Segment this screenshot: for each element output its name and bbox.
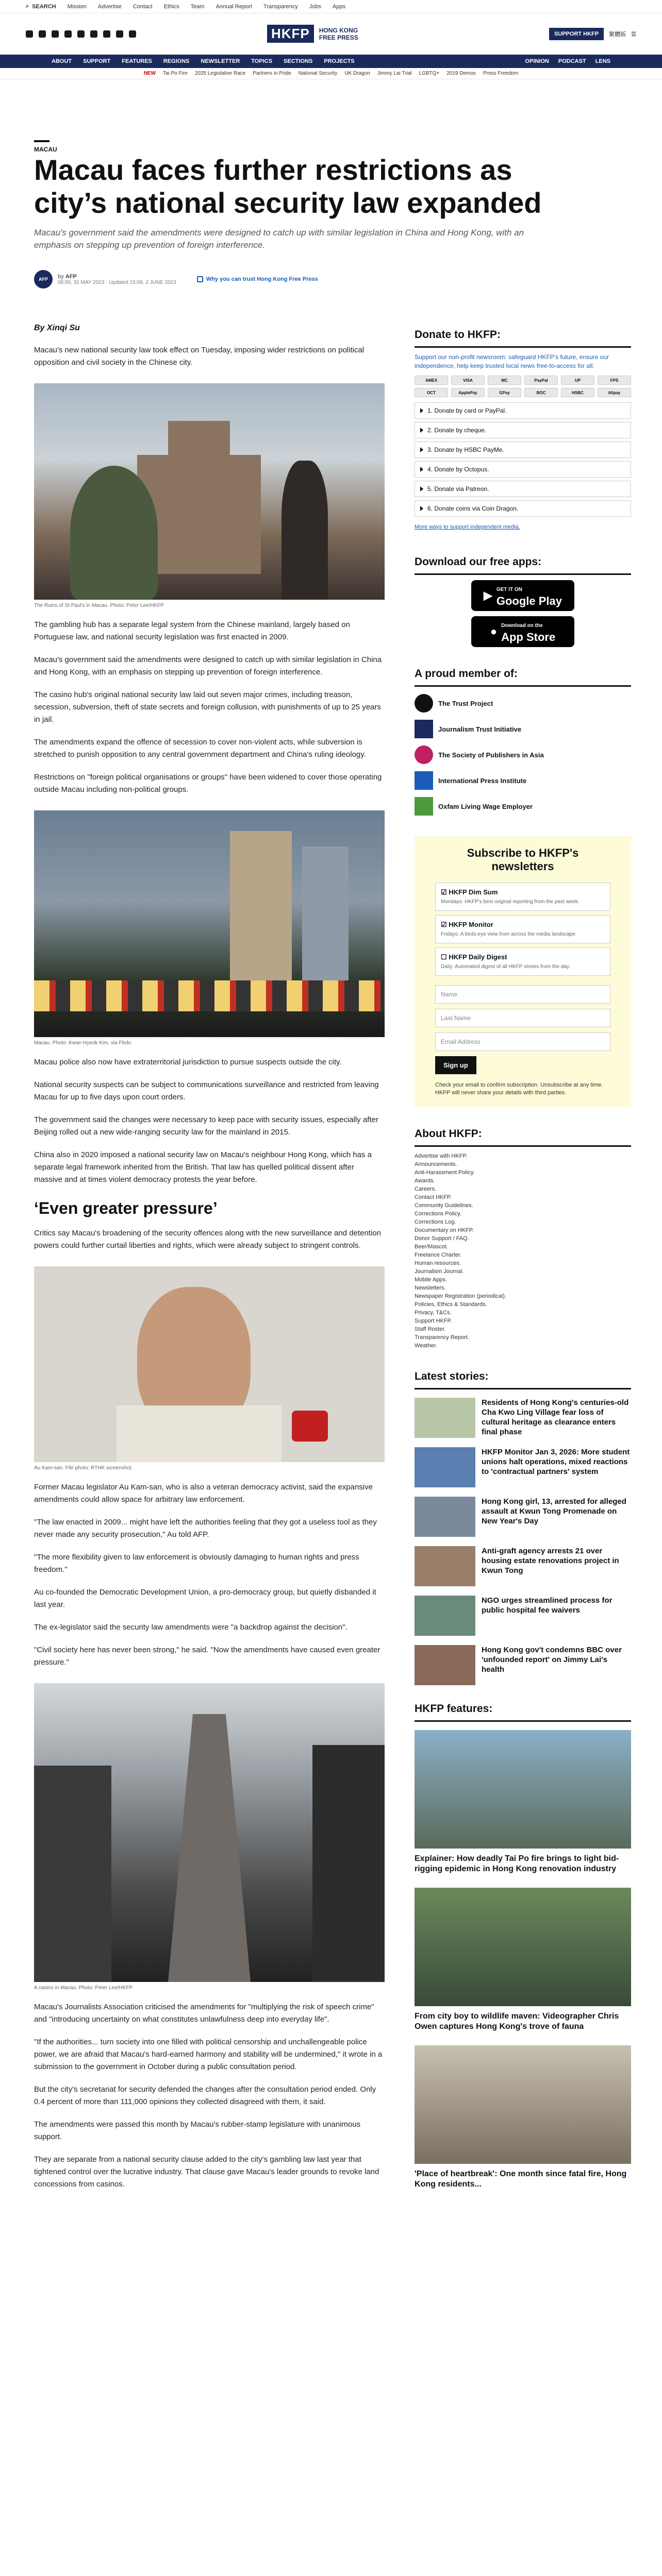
payment-badge: HSBC — [561, 388, 594, 397]
paragraph: "The law enacted in 2009... might have left the authorities feeling that they got a useless tool as they never made any security prosecution," Au told AFP. — [34, 1518, 377, 1539]
arrow-icon — [420, 486, 423, 492]
trending-link[interactable]: UK Dragon — [344, 71, 370, 76]
member-logo[interactable]: Journalism Trust Initiative — [415, 720, 631, 738]
section-heading: ‘Even greater pressure’ — [34, 1199, 218, 1217]
photo-caption: The Ruins of St Paul's in Macau. Photo: Peter Lee/HKFP — [34, 603, 164, 608]
topbar-link-jobs[interactable]: Jobs — [309, 3, 321, 10]
menu-icon[interactable]: ☰ — [631, 31, 636, 38]
topbar-link-team[interactable]: Team — [190, 3, 205, 10]
paragraph: The amendments were passed this month by Macau's rubber-stamp legislature with unanimous support. — [34, 2120, 361, 2141]
au-kam-san-photo — [34, 1266, 385, 1462]
trending-link[interactable]: Partners in Pride — [253, 71, 291, 76]
sidebar — [415, 324, 631, 2203]
nav-regions[interactable]: REGIONS — [163, 58, 190, 64]
payment-badge: Alipay — [598, 388, 631, 397]
publish-date: 08:00, 31 MAY 2023 — [58, 279, 105, 285]
topbar-link-annual-report[interactable]: Annual Report — [216, 3, 252, 10]
paragraph: Macau's government said the amendments were designed to catch up with similar legislation in China and Hong Kong, with an emphasis on stepping up prevention of foreign interference. — [34, 655, 382, 676]
about-link[interactable]: Policies, Ethics & Standards. — [415, 1301, 487, 1308]
google-play-icon: ▶ — [483, 589, 492, 602]
kicker-bar — [34, 140, 49, 142]
social-icons — [26, 30, 136, 38]
trust-icon — [197, 276, 203, 282]
topbar-link-transparency[interactable]: Transparency — [263, 3, 298, 10]
story-thumbnail — [415, 1546, 475, 1586]
payment-badge: AMEX — [415, 376, 448, 385]
feature-story[interactable]: 'Place of heartbreak': One month since fatal fire, Hong Kong residents... — [415, 2045, 631, 2190]
email-field[interactable]: Email Address — [435, 1032, 610, 1051]
last-name-field[interactable]: Last Name — [435, 1009, 610, 1027]
feature-image — [415, 1888, 631, 2006]
paragraph: Macau's new national security law took effect on Tuesday, imposing wider restrictions on political opposition and civil society in the Chinese city. — [34, 346, 365, 367]
more-support-link[interactable]: More ways to support independent media. — [415, 524, 520, 530]
latest-story[interactable]: Hong Kong girl, 13, arrested for alleged assault at Kwun Tong Promenade on New Year's Day — [415, 1497, 631, 1537]
trending-bar — [0, 68, 662, 79]
payment-badge: PayPal — [524, 376, 558, 385]
telegram-icon[interactable] — [103, 30, 110, 38]
trending-link[interactable]: Press Freedom — [483, 71, 519, 76]
about-link[interactable]: Anti-Harassment Policy. — [415, 1170, 475, 1176]
nav-projects[interactable]: PROJECTS — [324, 58, 355, 64]
paragraph: The government said the changes were necessary to keep pace with security issues, especially after Beijing rolled out a new wide-ranging security law for the mainland in 2015. — [34, 1115, 378, 1137]
member-logo[interactable]: Oxfam Living Wage Employer — [415, 797, 631, 816]
byline: AFP by AFP 08:00, 31 MAY 2023 · Updated 15:06, 2 JUNE 2023 Why you can trust Hong Kong Free Press — [34, 270, 318, 289]
story-thumbnail — [415, 1596, 475, 1636]
about-link[interactable]: Community Guidelines. — [415, 1202, 473, 1209]
newsletter-option[interactable]: ☑ HKFP Dim Sum Mondays: HKFP's best original reporting from the past week. — [435, 883, 610, 911]
payment-badge: BOC — [524, 388, 558, 397]
about-link[interactable]: Mobile Apps. — [415, 1277, 447, 1283]
latest-story[interactable]: NGO urges streamlined process for public hospital fee waivers — [415, 1596, 631, 1636]
newsletter-heading: Subscribe to HKFP's newsletters — [467, 846, 579, 873]
about-link[interactable]: Support HKFP. — [415, 1318, 452, 1324]
donate-option[interactable]: 2. Donate by cheque. — [415, 422, 631, 438]
about-link[interactable]: Privacy, T&Cs. — [415, 1310, 452, 1316]
casino-photo — [34, 1683, 385, 1982]
paragraph: The gambling hub has a separate legal system from the Chinese mainland, largely based on Portuguese law, and national security legislation was first enacted in 2009. — [34, 620, 350, 641]
newsletter-option[interactable]: ☐ HKFP Daily Digest Daily: Automated digest of all HKFP stories from the day. — [435, 947, 610, 976]
paragraph: China also in 2020 imposed a national security law on Macau's neighbour Hong Kong, which has a separate legal framework inherited from the British. That law has quelled political dissent after massive and at times violent democracy protests the year before. — [34, 1150, 372, 1184]
photo-caption: A casino in Macau. Photo: Peter Lee/HKFP — [34, 1985, 133, 1991]
trending-link[interactable]: Jimmy Lai Trial — [377, 71, 412, 76]
about-link[interactable]: Weather. — [415, 1343, 437, 1349]
about-link[interactable]: Beer/Mascot. — [415, 1244, 448, 1250]
payment-badge: MC — [488, 376, 521, 385]
arrow-icon — [420, 408, 423, 413]
story-thumbnail — [415, 1645, 475, 1685]
trending-link[interactable]: 2019 Demos — [446, 71, 476, 76]
donate-text[interactable]: Support our non-profit newsroom: safeguard HKFP's future, ensure our independence, help keep trusted local news free-to-access for all. — [415, 353, 609, 369]
trust-link[interactable]: Why you can trust Hong Kong Free Press — [197, 276, 318, 282]
sopa-icon — [415, 745, 433, 764]
article-title: Macau faces further restrictions as city’s national security law expanded — [34, 154, 542, 219]
trust-project-icon — [415, 694, 433, 713]
article-dek: Macau's government said the amendments were designed to catch up with similar legislation in China and Hong Kong, with an emphasis on stepping up prevention of foreign interference. — [34, 228, 524, 250]
donate-option[interactable]: 6. Donate coins via Coin Dragon. — [415, 500, 631, 517]
article-body — [34, 344, 385, 2191]
linkedin-icon[interactable] — [116, 30, 123, 38]
about-link[interactable]: Human resources. — [415, 1260, 461, 1266]
paragraph: "Civil society here has never been strong," he said. "Now the amendments have caused even greater pressure." — [34, 1646, 380, 1667]
search-button[interactable]: ⌕ SEARCH — [26, 3, 56, 10]
about-link[interactable]: Awards. — [415, 1178, 435, 1184]
member-heading: A proud member of: — [415, 663, 631, 687]
latest-story[interactable]: Residents of Hong Kong's centuries-old Cha Kwo Ling Village fear loss of cultural heritage as clearance enters final phase — [415, 1398, 631, 1438]
topbar-link-advertise[interactable]: Advertise — [97, 3, 122, 10]
nav-topics[interactable]: TOPICS — [251, 58, 273, 64]
latest-story[interactable]: Anti-graft agency arrests 21 over housing estate renovations project in Kwun Tong — [415, 1546, 631, 1586]
rss-icon[interactable] — [129, 30, 136, 38]
checkbox-icon: ☑ — [441, 888, 447, 896]
site-header — [0, 13, 662, 55]
new-badge: NEW — [143, 71, 156, 76]
trending-link[interactable]: National Security — [298, 71, 338, 76]
ruins-photo — [34, 383, 385, 600]
paragraph: The amendments expand the offence of secession to cover non-violent acts, while subversion is stretched to punish opposition to any central government department and China's ruling ideology. — [34, 738, 366, 759]
nav-newsletter[interactable]: NEWSLETTER — [201, 58, 240, 64]
donate-heading: Donate to HKFP: — [415, 324, 631, 348]
member-logo[interactable]: The Society of Publishers in Asia — [415, 745, 631, 764]
photo-caption: Macau. Photo: Kwan Hyeok Kim, via Flickr. — [34, 1040, 133, 1046]
latest-story[interactable]: Hong Kong gov't condemns BBC over 'unfounded report' on Jimmy Lai's health — [415, 1645, 631, 1685]
paragraph: They are separate from a national security clause added to the city's gambling law last year that tightened control over the lucrative industry. That clause gave Macau's leader grounds to revoke land concessions from casinos. — [34, 2155, 379, 2189]
about-link[interactable]: Corrections Policy. — [415, 1211, 461, 1217]
nav-sections[interactable]: SECTIONS — [284, 58, 313, 64]
macau-photo — [34, 810, 385, 1037]
newsletter-box — [415, 836, 631, 1107]
story-thumbnail — [415, 1447, 475, 1487]
newsletter-note: Check your email to confirm subscription. Unsubscribe at any time. HKFP will never share your details with third parties. — [435, 1082, 603, 1096]
story-thumbnail — [415, 1497, 475, 1537]
byline-author[interactable]: AFP — [65, 273, 77, 280]
oxfam-icon — [415, 797, 433, 816]
about-link[interactable]: Announcements. — [415, 1161, 457, 1167]
topbar-link-ethics[interactable]: Ethics — [163, 3, 179, 10]
nav-support[interactable]: SUPPORT — [83, 58, 111, 64]
feature-image — [415, 2045, 631, 2164]
paragraph: National security suspects can be subject to communications surveillance and restricted from leaving Macau for up to five days upon court orders. — [34, 1080, 379, 1101]
story-thumbnail — [415, 1398, 475, 1438]
features-heading: HKFP features: — [415, 1698, 631, 1722]
feature-image — [415, 1730, 631, 1849]
about-link[interactable]: Contact HKFP. — [415, 1194, 452, 1200]
payment-badge: GPay — [488, 388, 521, 397]
paragraph: Restrictions on "foreign political organisations or groups" have been widened to cover those operating outside Macau including non-political groups. — [34, 773, 382, 794]
ipi-icon — [415, 771, 433, 790]
payment-badge: UP — [561, 376, 594, 385]
nav-opinion[interactable]: OPINION — [525, 58, 549, 64]
paragraph: "If the authorities... turn society into one filled with political censorship and unchallengeable police power, we are afraid that Macau's hard-earned harmony and stability will be undermined," it wrote in a submission to the government in October during a public consultation period. — [34, 2038, 383, 2071]
donate-option[interactable]: 3. Donate by HSBC PayMe. — [415, 442, 631, 458]
latest-story[interactable]: HKFP Monitor Jan 3, 2026: More student unions halt operations, mixed reactions to 'contractual partners' system — [415, 1447, 631, 1487]
about-link[interactable]: Donor Support / FAQ. — [415, 1235, 469, 1242]
about-link[interactable]: Corrections Log. — [415, 1219, 456, 1225]
about-link[interactable]: Advertise with HKFP. — [415, 1153, 468, 1159]
payment-badge: ApplePay — [451, 388, 485, 397]
about-link[interactable]: Staff Roster. — [415, 1326, 446, 1332]
nav-lens[interactable]: LENS — [595, 58, 610, 64]
feature-story[interactable]: Explainer: How deadly Tai Po fire brings to light bid-rigging epidemic in Hong Kong renovation industry — [415, 1730, 631, 1874]
language-switch[interactable]: 繁體版 — [609, 31, 626, 38]
site-logo[interactable]: HKFP HONG KONG FREE PRESS — [267, 25, 358, 43]
threads-icon[interactable] — [64, 30, 72, 38]
trending-link[interactable]: LGBTQ+ — [419, 71, 440, 76]
email-icon[interactable] — [90, 30, 97, 38]
x-icon[interactable] — [39, 30, 46, 38]
article-author: By Xinqi Su — [34, 324, 80, 332]
arrow-icon — [420, 428, 423, 433]
support-hkfp-button[interactable]: SUPPORT HKFP — [549, 28, 604, 40]
latest-heading: Latest stories: — [415, 1365, 631, 1389]
donate-option[interactable]: 1. Donate by card or PayPal. — [415, 402, 631, 419]
article-category[interactable]: MACAU — [34, 146, 57, 153]
payment-badge: OCT — [415, 388, 448, 397]
paragraph: The casino hub's original national security law laid out seven major crimes, including treason, secession, subversion, theft of state secrets and foreign collusion, with punishments of up to 25 years in jail. — [34, 690, 381, 724]
paragraph: Au co-founded the Democratic Development Union, a pro-democracy group, but quietly disbanded it last year. — [34, 1588, 376, 1609]
about-list — [415, 1152, 631, 1350]
about-link[interactable]: Careers. — [415, 1186, 437, 1192]
nav-podcast[interactable]: PODCAST — [558, 58, 586, 64]
apple-icon: ● — [490, 625, 498, 638]
arrow-icon — [420, 506, 423, 511]
jti-icon — [415, 720, 433, 738]
about-link[interactable]: Freelance Charter. — [415, 1252, 462, 1258]
facebook-icon[interactable] — [26, 30, 33, 38]
about-link[interactable]: Newspaper Registration (periodical). — [415, 1293, 506, 1299]
about-heading: About HKFP: — [415, 1123, 631, 1147]
instagram-icon[interactable] — [52, 30, 59, 38]
topbar-link-mission[interactable]: Mission — [67, 3, 87, 10]
payment-badge: FPS — [598, 376, 631, 385]
avatar: AFP — [34, 270, 53, 289]
paragraph: Former Macau legislator Au Kam-san, who is also a veteran democracy activist, said the expansive amendments could allow space for arbitrary law enforcement. — [34, 1483, 373, 1504]
nav-about[interactable]: ABOUT — [52, 58, 72, 64]
search-icon: ⌕ — [26, 3, 29, 9]
photo-caption: Au Kam-san. File photo: RTHK screenshot. — [34, 1465, 133, 1471]
paragraph: Macau's Journalists Association criticised the amendments for "multiplying the risk of speech crime" and "introducing uncertainty on what constitutes unlawfulness deep into everyday life". — [34, 2003, 374, 2024]
nav-features[interactable]: FEATURES — [122, 58, 152, 64]
about-link[interactable]: Journalism Journal. — [415, 1268, 464, 1275]
paragraph: The ex-legislator said the security law amendments were "a backdrop against the decision". — [34, 1623, 347, 1632]
payment-badge: VISA — [451, 376, 485, 385]
arrow-icon — [420, 447, 423, 452]
newsletter-option[interactable]: ☑ HKFP Monitor Fridays: A birds-eye view from across the media landscape. — [435, 915, 610, 943]
topbar-link-apps[interactable]: Apps — [333, 3, 346, 10]
youtube-icon[interactable] — [77, 30, 85, 38]
top-utility-bar — [0, 0, 662, 13]
arrow-icon — [420, 467, 423, 472]
trending-link[interactable]: Tai Po Fire — [163, 71, 188, 76]
topbar-link-contact[interactable]: Contact — [133, 3, 153, 10]
paragraph: But the city's secretariat for security defended the changes after the consultation period ended. Only 0.4 percent of more than 111,000 opinions they collected disagreed with them, it said. — [34, 2085, 376, 2106]
donate-option[interactable]: 5. Donate via Patreon. — [415, 481, 631, 497]
main-nav — [0, 55, 662, 68]
about-link[interactable]: Transparency Report. — [415, 1334, 469, 1341]
paragraph: "The more flexibility given to law enforcement is obviously damaging to human rights and press freedom." — [34, 1553, 359, 1574]
paragraph: Macau police also now have extraterritorial jurisdiction to pursue suspects outside the city. — [34, 1058, 342, 1066]
updated-date: Updated 15:06, 2 JUNE 2023 — [109, 279, 176, 285]
paragraph: Critics say Macau's broadening of the security offences along with the new surveillance and detention powers could further curtail liberties and rights, which were already subject to stringent controls. — [34, 1229, 381, 1250]
donate-option[interactable]: 4. Donate by Octopus. — [415, 461, 631, 478]
about-link[interactable]: Documentary on HKFP. — [415, 1227, 474, 1233]
member-logo[interactable]: International Press Institute — [415, 771, 631, 790]
checkbox-icon: ☑ — [441, 921, 447, 928]
name-field[interactable]: Name — [435, 985, 610, 1004]
about-link[interactable]: Newsletters. — [415, 1285, 446, 1291]
feature-story[interactable]: From city boy to wildlife maven: Videographer Chris Owen captures Hong Kong's trove of fauna — [415, 1888, 631, 2032]
payment-methods — [415, 376, 631, 397]
apps-heading: Download our free apps: — [415, 551, 631, 575]
member-logo[interactable]: The Trust Project — [415, 694, 631, 713]
checkbox-icon: ☐ — [441, 953, 447, 961]
signup-button[interactable]: Sign up — [435, 1056, 476, 1074]
trending-link[interactable]: 2025 Legislative Race — [194, 71, 246, 76]
google-play-button[interactable]: ▶ GET IT ON Google Play — [471, 580, 574, 611]
app-store-button[interactable]: ● Download on the App Store — [471, 616, 574, 647]
